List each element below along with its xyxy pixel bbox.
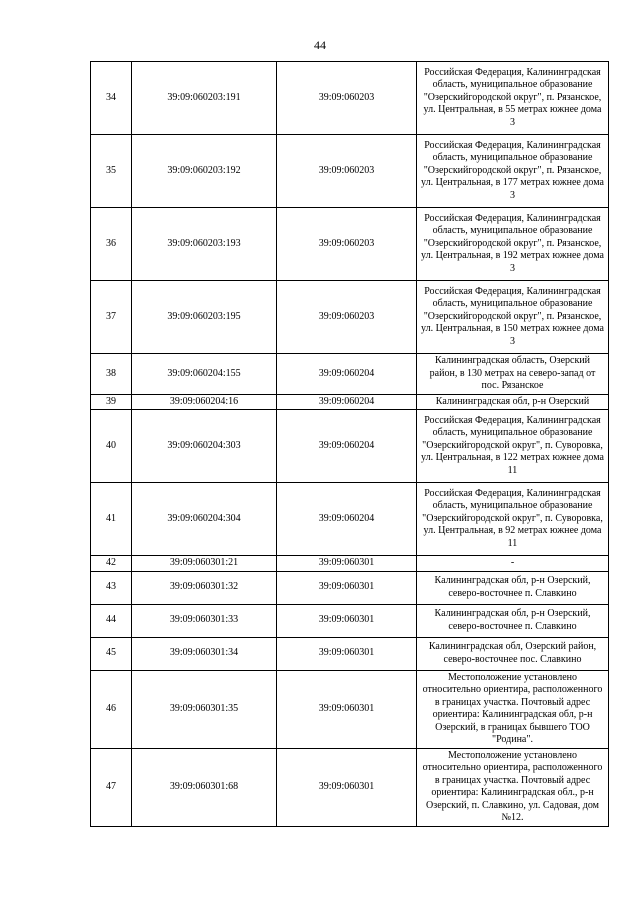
cadastral-number: 39:09:060301:21 [132, 556, 277, 572]
table-row [91, 410, 609, 483]
address-cell: Калининградская обл, Озерский район, северо-восточнее пос. Славкино [417, 637, 609, 670]
row-number: 36 [91, 208, 132, 281]
cadastral-block: 39:09:060301 [277, 670, 417, 748]
cadastral-number: 39:09:060301:35 [132, 670, 277, 748]
row-number: 41 [91, 483, 132, 556]
address-cell: Российская Федерация, Калининградская область, муниципальное образование "Озерскийгородской округ", п. Рязанское, ул. Центральная, в 55 метрах южнее дома 3 [417, 62, 609, 135]
cadastral-number: 39:09:060204:155 [132, 354, 277, 395]
cadastral-number: 39:09:060301:33 [132, 604, 277, 637]
address-cell: Российская Федерация, Калининградская область, муниципальное образование "Озерскийгородской округ", п. Суворовка, ул. Центральная, в 92 метрах южнее дома 11 [417, 483, 609, 556]
cadastral-block: 39:09:060301 [277, 556, 417, 572]
cadastral-block: 39:09:060301 [277, 571, 417, 604]
row-number: 35 [91, 135, 132, 208]
cadastral-number: 39:09:060301:34 [132, 637, 277, 670]
row-number: 47 [91, 748, 132, 826]
address-cell: - [417, 556, 609, 572]
table-row [91, 62, 609, 135]
address-cell: Калининградская обл, р-н Озерский [417, 394, 609, 410]
row-number: 40 [91, 410, 132, 483]
row-number: 38 [91, 354, 132, 395]
cadastral-number: 39:09:060203:193 [132, 208, 277, 281]
cadastral-block: 39:09:060204 [277, 410, 417, 483]
cadastral-block: 39:09:060204 [277, 354, 417, 395]
cadastral-block: 39:09:060301 [277, 637, 417, 670]
address-cell: Российская Федерация, Калининградская область, муниципальное образование "Озерскийгородской округ", п. Суворовка, ул. Центральная, в 122 метрах южнее дома 11 [417, 410, 609, 483]
address-cell: Местоположение установлено относительно ориентира, расположенного в границах участка. Почтовый адрес ориентира: Калининградская обл., р-н Озерский, п. Славкино, ул. Садовая, дом №12. [417, 748, 609, 826]
row-number: 37 [91, 281, 132, 354]
table-row [91, 637, 609, 670]
cadastral-number: 39:09:060203:195 [132, 281, 277, 354]
row-number: 46 [91, 670, 132, 748]
cadastral-block: 39:09:060301 [277, 604, 417, 637]
row-number: 45 [91, 637, 132, 670]
table-row [91, 394, 609, 410]
cadastral-number: 39:09:060204:303 [132, 410, 277, 483]
table-row [91, 281, 609, 354]
cadastral-table [90, 61, 609, 827]
row-number: 39 [91, 394, 132, 410]
address-cell: Калининградская область, Озерский район, в 130 метрах на северо-запад от пос. Рязанское [417, 354, 609, 395]
address-cell: Местоположение установлено относительно ориентира, расположенного в границах участка. Почтовый адрес ориентира: Калининградская обл, р-н Озерский, в границах бывшего ТОО "Родина". [417, 670, 609, 748]
cadastral-number: 39:09:060203:192 [132, 135, 277, 208]
cadastral-number: 39:09:060301:32 [132, 571, 277, 604]
table-row [91, 670, 609, 748]
table-row [91, 571, 609, 604]
cadastral-block: 39:09:060301 [277, 748, 417, 826]
table-row [91, 135, 609, 208]
cadastral-block: 39:09:060204 [277, 483, 417, 556]
cadastral-number: 39:09:060204:304 [132, 483, 277, 556]
cadastral-block: 39:09:060203 [277, 135, 417, 208]
page-number: 44 [314, 38, 326, 52]
address-cell: Российская Федерация, Калининградская область, муниципальное образование "Озерскийгородской округ", п. Рязанское, ул. Центральная, в 177 метрах южнее дома 3 [417, 135, 609, 208]
cadastral-number: 39:09:060301:68 [132, 748, 277, 826]
table-row [91, 354, 609, 395]
address-cell: Калининградская обл, р-н Озерский, северо-восточнее п. Славкино [417, 571, 609, 604]
row-number: 42 [91, 556, 132, 572]
cadastral-block: 39:09:060203 [277, 208, 417, 281]
address-cell: Российская Федерация, Калининградская область, муниципальное образование "Озерскийгородской округ", п. Рязанское, ул. Центральная, в 150 метрах южнее дома 3 [417, 281, 609, 354]
table-row [91, 748, 609, 826]
address-cell: Российская Федерация, Калининградская область, муниципальное образование "Озерскийгородской округ", п. Рязанское, ул. Центральная, в 192 метрах южнее дома 3 [417, 208, 609, 281]
row-number: 44 [91, 604, 132, 637]
row-number: 43 [91, 571, 132, 604]
address-cell: Калининградская обл, р-н Озерский, северо-восточнее п. Славкино [417, 604, 609, 637]
cadastral-block: 39:09:060203 [277, 62, 417, 135]
table-row [91, 556, 609, 572]
table-row [91, 208, 609, 281]
cadastral-block: 39:09:060203 [277, 281, 417, 354]
row-number: 34 [91, 62, 132, 135]
cadastral-number: 39:09:060204:16 [132, 394, 277, 410]
table-row [91, 483, 609, 556]
table-row [91, 604, 609, 637]
cadastral-number: 39:09:060203:191 [132, 62, 277, 135]
cadastral-block: 39:09:060204 [277, 394, 417, 410]
table-body [91, 62, 609, 827]
